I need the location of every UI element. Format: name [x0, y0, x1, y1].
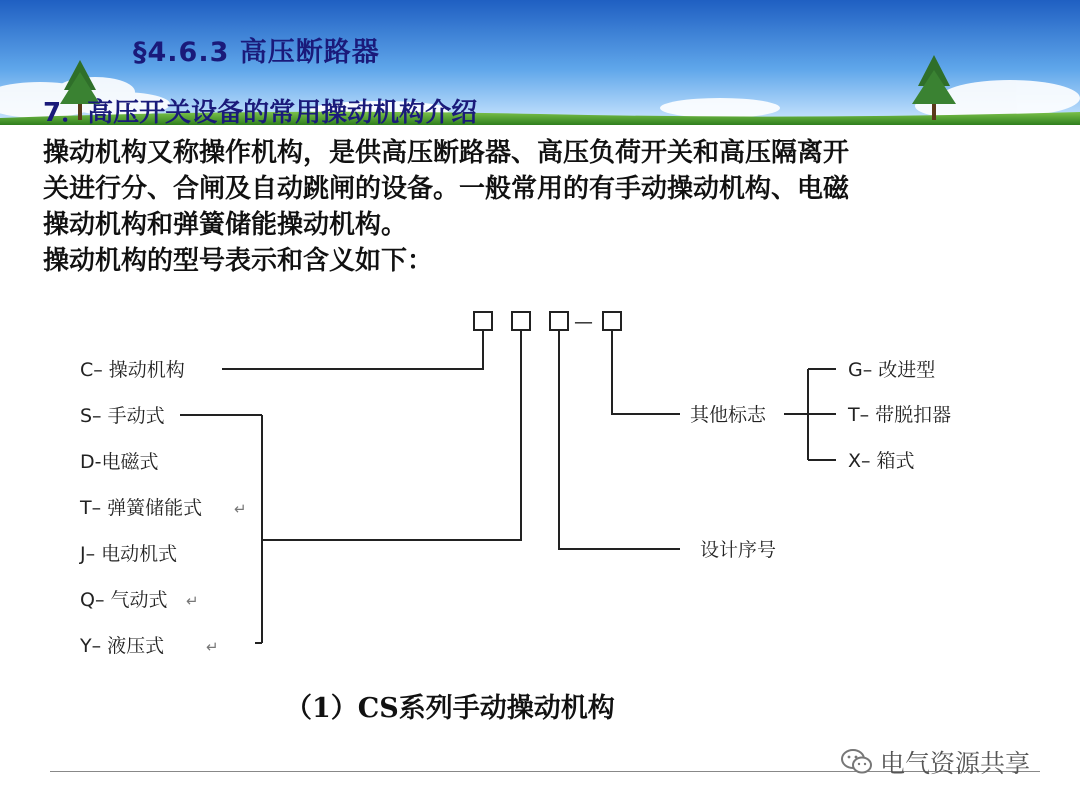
return-mark: ↵ [186, 592, 199, 610]
wechat-icon [840, 748, 874, 776]
model-number-diagram [0, 290, 1080, 690]
other-marks-label: 其他标志 [690, 404, 767, 426]
label-g: G– 改进型 [848, 359, 936, 381]
section-title: §4.6.3 高压断路器 [133, 37, 380, 68]
code-box [550, 312, 568, 330]
label-t-trip: T– 带脱扣器 [848, 404, 952, 426]
code-box [603, 312, 621, 330]
label-t: T– 弹簧储能式 [80, 497, 203, 519]
label-d: D-电磁式 [80, 451, 159, 473]
code-box [474, 312, 492, 330]
return-mark: ↵ [234, 500, 247, 518]
code-box [512, 312, 530, 330]
slide-heading: 7．高压开关设备的常用操动机构介绍 [43, 98, 478, 128]
paragraph-line: 关进行分、合闸及自动跳闸的设备。一般常用的有手动操动机构、电磁 [43, 174, 850, 204]
dash-separator: — [574, 311, 593, 333]
label-j: J– 电动机式 [80, 543, 178, 565]
watermark-text: 电气资源共享 [880, 749, 1031, 778]
paragraph-line: 操动机构又称操作机构，是供高压断路器、高压负荷开关和高压隔离开 [43, 138, 850, 168]
label-y: Y– 液压式 [80, 635, 165, 657]
figure-caption: （1）CS系列手动操动机构 [285, 693, 615, 724]
paragraph-line: 操动机构的型号表示和含义如下： [43, 246, 434, 276]
design-number-label: 设计序号 [700, 539, 777, 561]
label-s: S– 手动式 [80, 405, 165, 427]
watermark [840, 744, 1030, 780]
paragraph-line: 操动机构和弹簧储能操动机构。 [43, 210, 408, 240]
label-x: X– 箱式 [848, 450, 915, 472]
label-q: Q– 气动式 [80, 589, 168, 611]
return-mark: ↵ [206, 638, 219, 656]
label-c: C– 操动机构 [80, 359, 185, 381]
